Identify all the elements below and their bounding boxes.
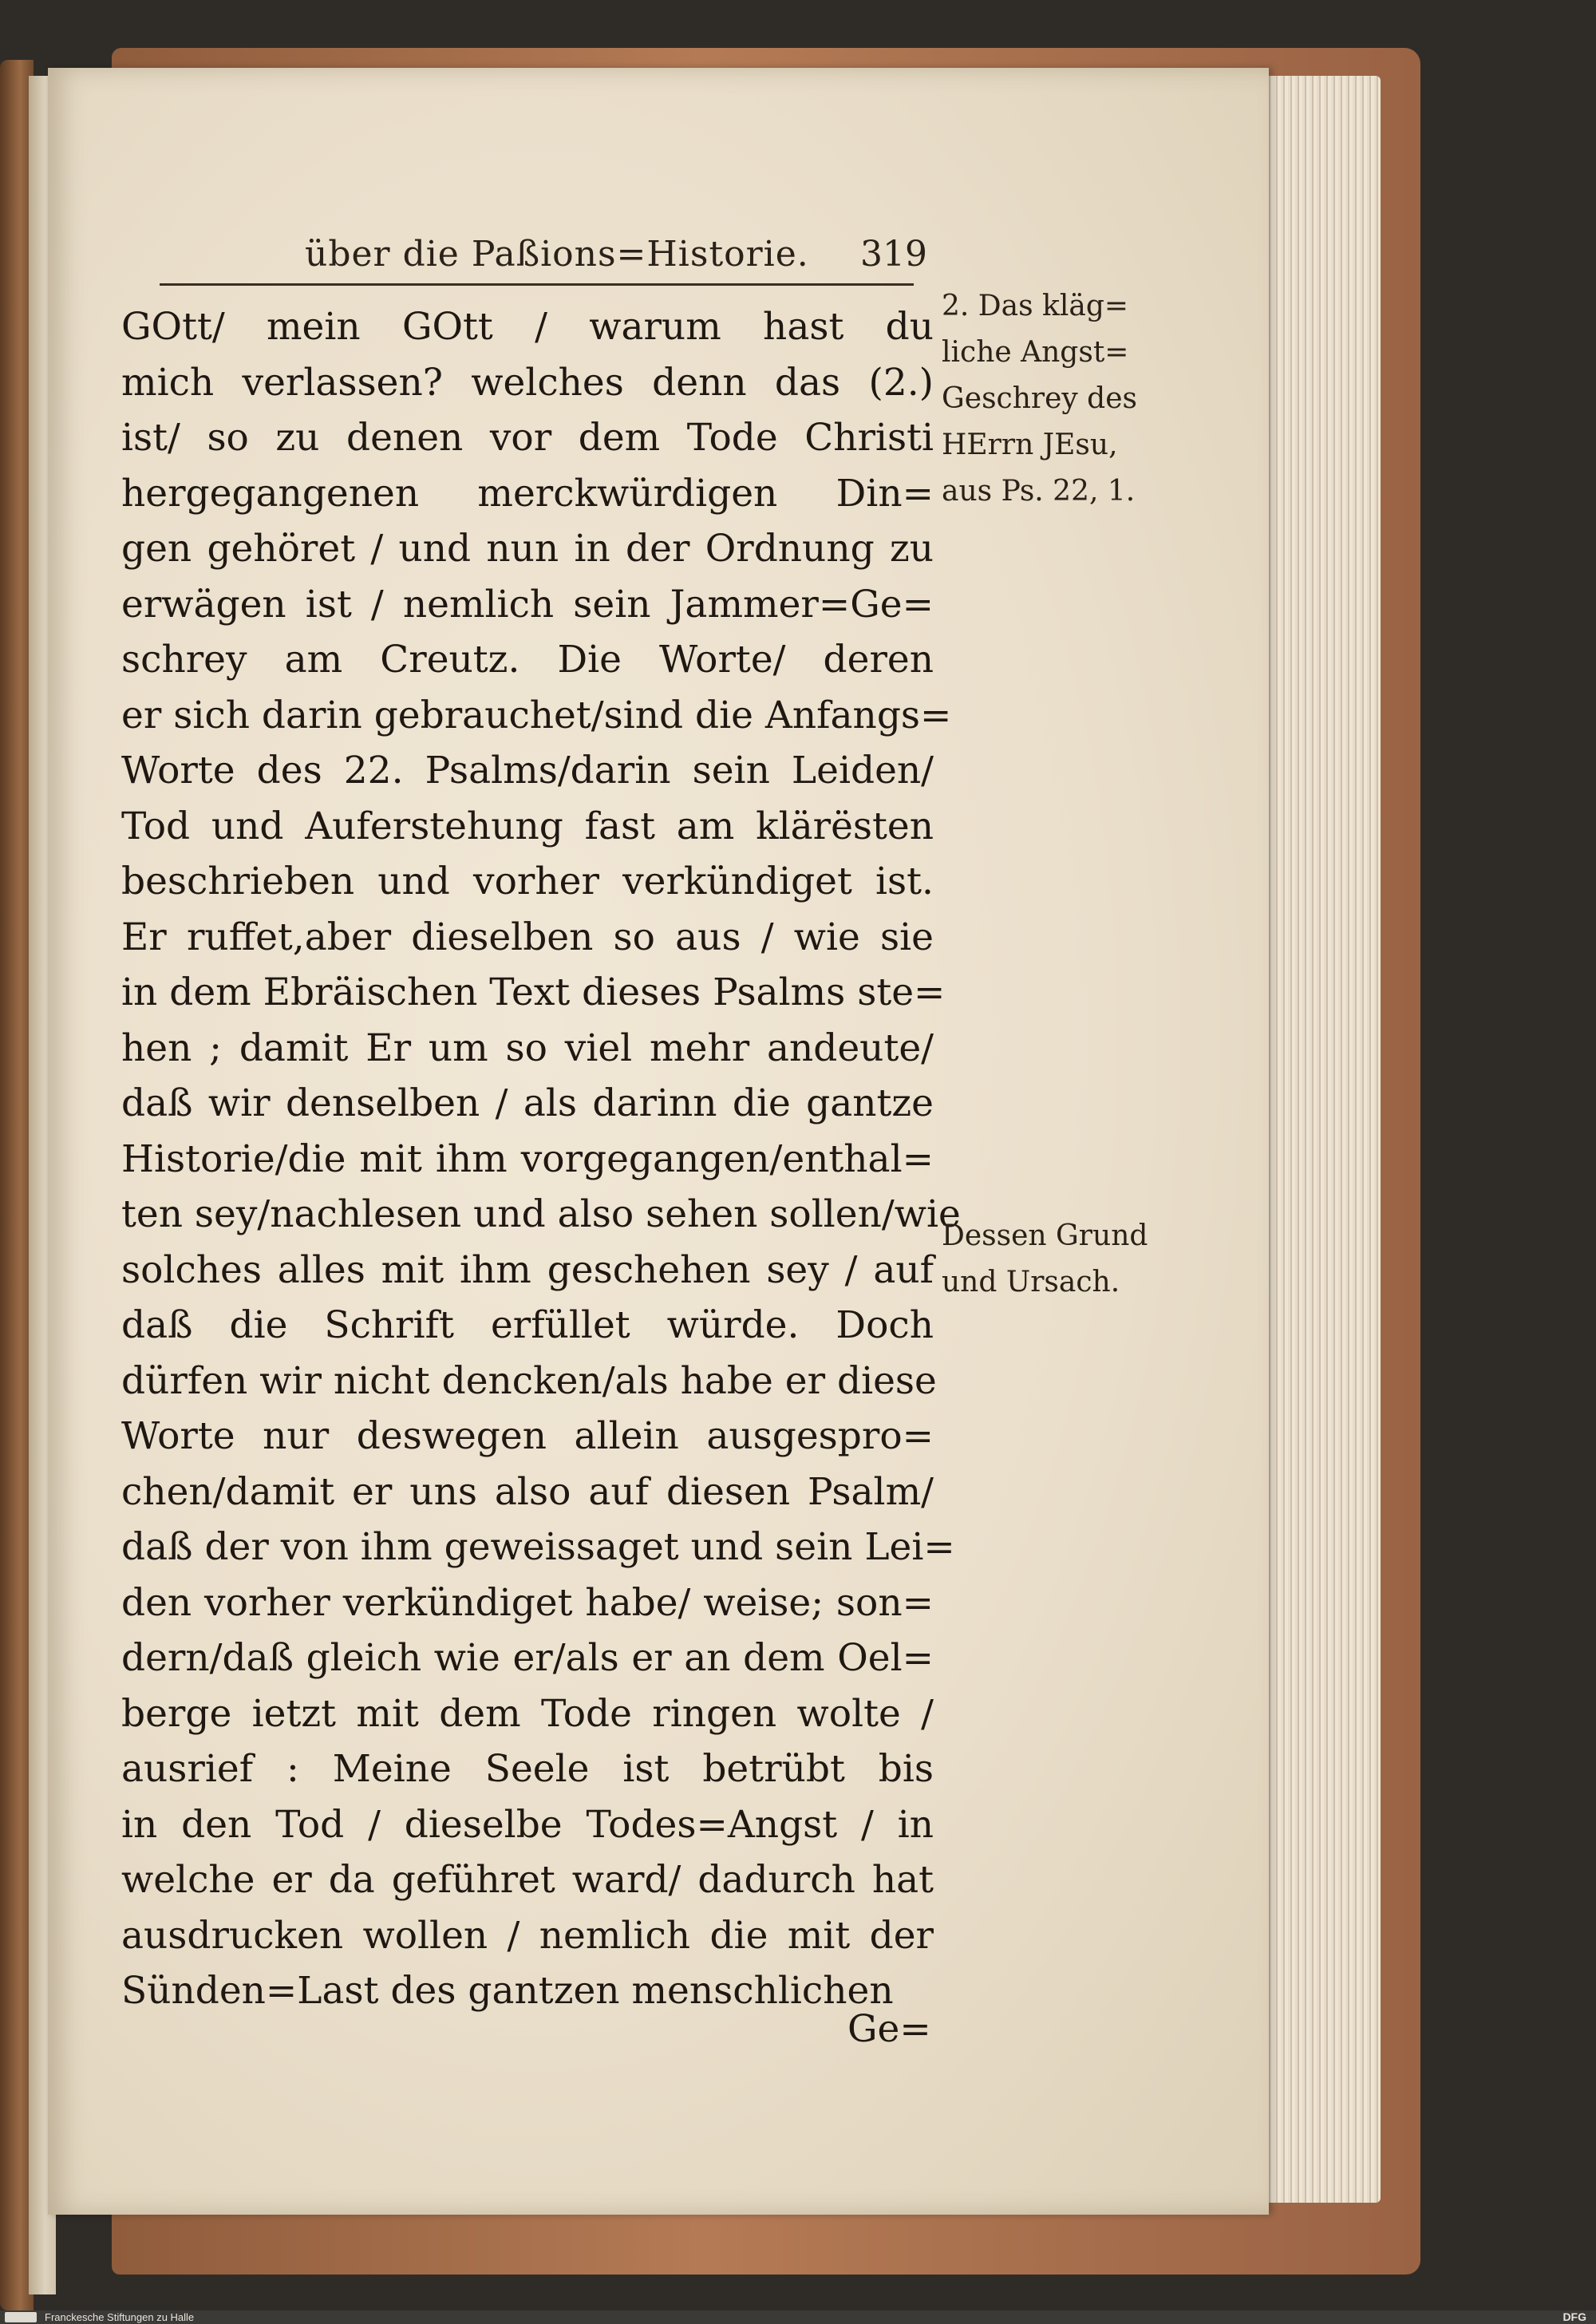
institution-logo — [5, 2312, 37, 2322]
text-line: den vorher verkündiget habe/ weise; son= — [121, 1580, 934, 1625]
header-rule — [160, 283, 914, 286]
margin-note-grund — [942, 1213, 1181, 1306]
text-line: welche er da geführet ward/ dadurch hat — [121, 1858, 934, 1902]
book-page — [48, 68, 1269, 2215]
text-line: hergegangenen merckwürdigen Din= — [121, 471, 934, 516]
text-line: schrey am Creutz. Die Worte/ deren — [121, 638, 934, 682]
page-number: 319 — [860, 234, 927, 275]
text-line: gen gehöret / und nun in der Ordnung zu — [121, 527, 934, 571]
text-line: er sich darin gebrauchet/sind die Anfangs= — [121, 693, 952, 737]
text-line: daß der von ihm geweissaget und sein Lei= — [121, 1525, 955, 1569]
margin-note-line: aus Ps. 22, 1. — [942, 475, 1136, 508]
margin-note-line: Dessen Grund — [942, 1219, 1148, 1252]
text-line: GOtt/ mein GOtt / warum hast du — [121, 305, 934, 349]
margin-note-line: 2. Das kläg= — [942, 290, 1129, 322]
margin-note-line: liche Angst= — [942, 336, 1129, 369]
text-line: hen ; damit Er um so viel mehr andeute/ — [121, 1026, 934, 1070]
text-line: Er ruffet,aber dieselben so aus / wie sie — [121, 915, 934, 959]
institution-name: Franckesche Stiftungen zu Halle — [45, 2311, 195, 2323]
main-text-block — [121, 299, 961, 2019]
text-line: ausrief : Meine Seele ist betrübt bis — [121, 1747, 934, 1791]
text-line: Worte des 22. Psalms/darin sein Leiden/ — [121, 749, 934, 792]
text-line: solches alles mit ihm geschehen sey / auf — [121, 1247, 934, 1292]
text-line: Tod und Auferstehung fast am klärësten — [121, 804, 934, 848]
text-line: dürfen wir nicht dencken/als habe er diese — [121, 1358, 937, 1403]
text-line: dern/daß gleich wie er/als er an dem Oel= — [121, 1636, 934, 1680]
page-header — [48, 234, 1269, 282]
text-line: mich verlassen? welches denn das (2.) — [121, 360, 934, 405]
margin-note-angst — [942, 283, 1181, 515]
dfg-badge: DFG — [1562, 2310, 1586, 2323]
catchword: Ge= — [847, 2007, 931, 2051]
margin-note-line: und Ursach. — [942, 1266, 1120, 1298]
text-line: in den Tod / dieselbe Todes=Angst / in — [121, 1802, 934, 1847]
text-line: Sünden=Last des gantzen menschlichen — [121, 1969, 894, 2013]
text-line: beschrieben und vorher verkündiget ist. — [121, 860, 934, 903]
running-head: über die Paßions=Historie. — [305, 234, 809, 275]
text-line: chen/damit er uns also auf diesen Psalm/ — [121, 1469, 934, 1514]
text-line: in dem Ebräischen Text dieses Psalms ste= — [121, 970, 946, 1014]
margin-note-line: Geschrey des — [942, 382, 1138, 415]
margin-note-line: HErrn JEsu, — [942, 429, 1118, 461]
text-line: Historie/die mit ihm vorgegangen/enthal= — [121, 1136, 934, 1181]
text-line: erwägen ist / nemlich sein Jammer=Ge= — [121, 582, 934, 626]
text-line: ist/ so zu denen vor dem Tode Christi — [121, 416, 934, 460]
text-line: daß die Schrift erfüllet würde. Doch — [121, 1303, 934, 1347]
text-line: Worte nur deswegen allein ausgespro= — [121, 1414, 934, 1458]
text-line: ausdrucken wollen / nemlich die mit der — [121, 1913, 934, 1958]
viewer-footer — [0, 2310, 1596, 2324]
text-line: berge ietzt mit dem Tode ringen wolte / — [121, 1691, 934, 1736]
text-line: daß wir denselben / als darinn die gantze — [121, 1081, 934, 1125]
text-line: ten sey/nachlesen und also sehen sollen/wie — [121, 1192, 961, 1236]
